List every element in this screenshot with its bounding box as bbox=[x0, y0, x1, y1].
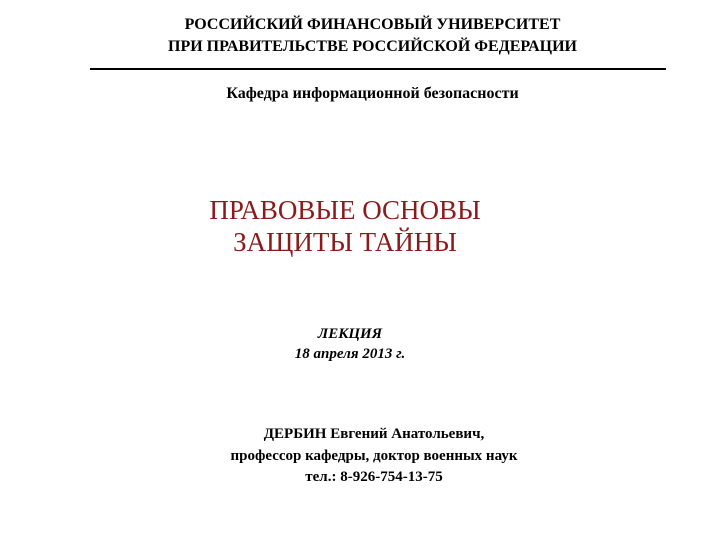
author-name: ДЕРБИН Евгений Анатольевич, bbox=[263, 426, 485, 442]
author-phone: тел.: 8-926-754-13-75 bbox=[305, 469, 443, 485]
university-name-line2: ПРИ ПРАВИТЕЛЬСТВЕ РОССИЙСКОЙ ФЕДЕРАЦИИ bbox=[168, 38, 577, 55]
department-name: Кафедра информационной безопасности bbox=[226, 85, 519, 102]
lecture-label: ЛЕКЦИЯ bbox=[317, 326, 383, 342]
university-name-line1: РОССИЙСКИЙ ФИНАНСОВЫЙ УНИВЕРСИТЕТ bbox=[184, 16, 561, 33]
lecture-date: 18 апреля 2013 г. bbox=[294, 346, 406, 362]
header-divider bbox=[90, 68, 666, 70]
slide-title-line1: ПРАВОВЫЕ ОСНОВЫ bbox=[209, 195, 481, 225]
author-position: профессор кафедры, доктор военных наук bbox=[230, 448, 518, 464]
slide-title-line2: ЗАЩИТЫ ТАЙНЫ bbox=[233, 227, 457, 257]
